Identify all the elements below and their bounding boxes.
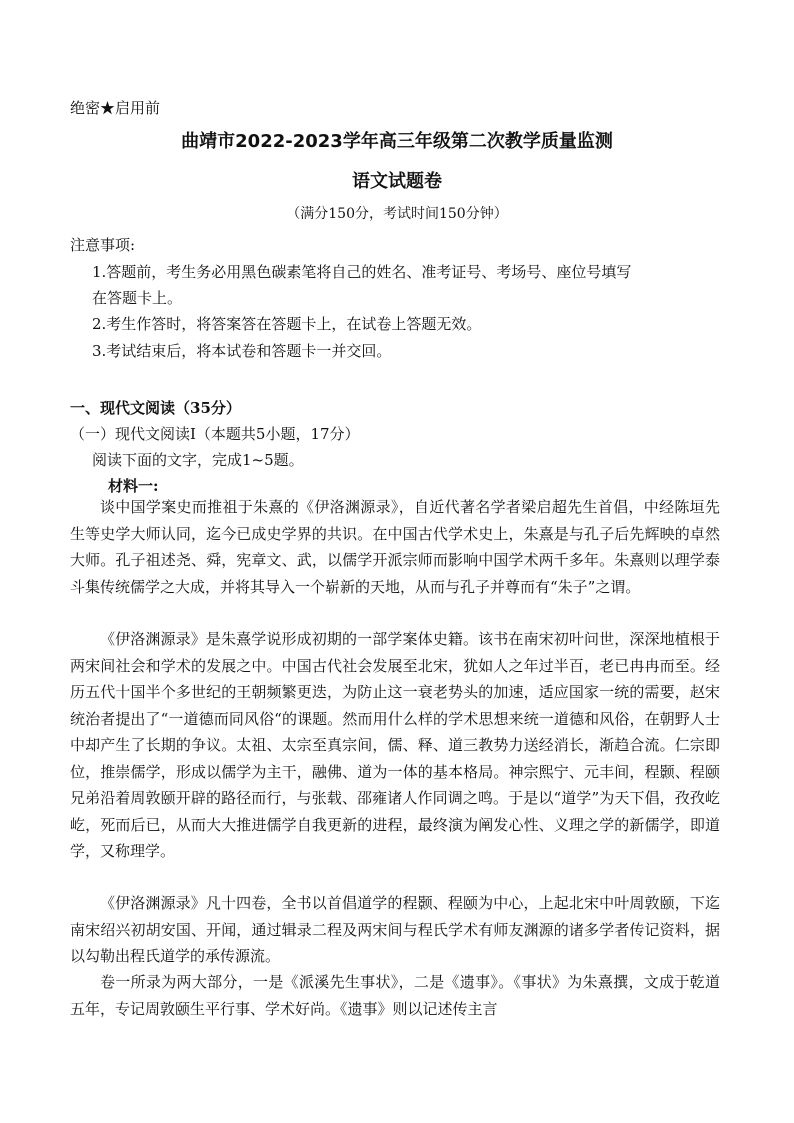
confidential-label: 绝密★启用前	[70, 99, 161, 117]
notice-item-1-line-1: 1.答题前，考生务必用黑色碳素笔将自己的姓名、准考证号、考场号、座位号填写	[92, 263, 632, 281]
material-label: 材料一:	[108, 477, 159, 495]
paragraph-3: 《伊洛渊源录》凡十四卷，全书以首倡道学的程颢、程颐为中心，上起北宋中叶周敦颐，下迄南宋绍兴初胡安国、开闻，通过辑录二程及两宋间与程氏学术有师友渊源的诸多学者传记资料，据以勾勒出程氏道学的承传源流。	[70, 894, 720, 965]
notice-item-1-line-2: 在答题卡上。	[92, 289, 183, 307]
notice-item-2: 2.考生作答时，将答案答在答题卡上，在试卷上答题无效。	[92, 315, 482, 333]
subsection-heading: （一）现代文阅读Ⅰ（本题共5小题，17分）	[70, 425, 360, 443]
exam-subtitle: 语文试题卷	[352, 171, 442, 192]
notice-item-3: 3.考试结束后，将本试卷和答题卡一并交回。	[92, 342, 392, 360]
reading-instruction: 阅读下面的文字，完成1~5题。	[92, 451, 304, 469]
score-time-note: （满分150分，考试时间150分钟）	[286, 206, 508, 222]
notice-heading: 注意事项:	[70, 236, 136, 254]
paragraph-1: 谈中国学案史而推祖于朱熹的《伊洛渊源录》，自近代著名学者梁启超先生首倡，中经陈垣先生等史学大师认同，迄今已成史学界的共识。在中国古代学术史上，朱熹是与孔子后先辉映的卓然大师。孔子祖述尧、舜，宪章文、武，以儒学开派宗师而影响中国学术两千多年。朱熹则以理学泰斗集传统儒学之大成，并将其导入一个崭新的天地，从而与孔子并尊而有“朱子”之谓。	[70, 498, 720, 596]
paragraph-4: 卷一所录为两大部分，一是《派溪先生事状》，二是《遗事》。《事状》为朱熹撰，文成于乾道五年，专记周敦颐生平行事、学术好尚。《遗事》则以记述传主言	[70, 973, 720, 1018]
paragraph-2: 《伊洛渊源录》是朱熹学说形成初期的一部学案体史籍。该书在南宋初叶问世，深深地植根于两宋间社会和学术的发展之中。中国古代社会发展至北宋，犹如人之年过半百，老已冉冉而至。经历五代十国半个多世纪的王朝频繁更迭，为防止这一衰老势头的加速，适应国家一统的需要，赵宋统治者提出了“一道德而同风俗“的课题。然而用什么样的学术思想来统一道德和风俗，在朝野人士中却产生了长期的争议。太祖、太宗至真宗间，儒、释、道三教势力送经消长，渐趋合流。仁宗即位，推崇儒学，形成以儒学为主干，融佛、道为一体的基本格局。神宗熙宁、元丰间，程颢、程颐兄弟沿着周敦颐开辟的路径而行，与张载、邵雍诸人作同调之鸣。于是以“道学”为天下倡，孜孜屹屹，死而后已，从而大大推进儒学自我更新的进程，最终演为阐发心性、义理之学的新儒学，即道学，又称理学。	[70, 630, 720, 860]
exam-title: 曲靖市2022-2023学年高三年级第二次教学质量监测	[181, 131, 613, 152]
section-heading: 一、现代文阅读（35分）	[70, 399, 241, 417]
